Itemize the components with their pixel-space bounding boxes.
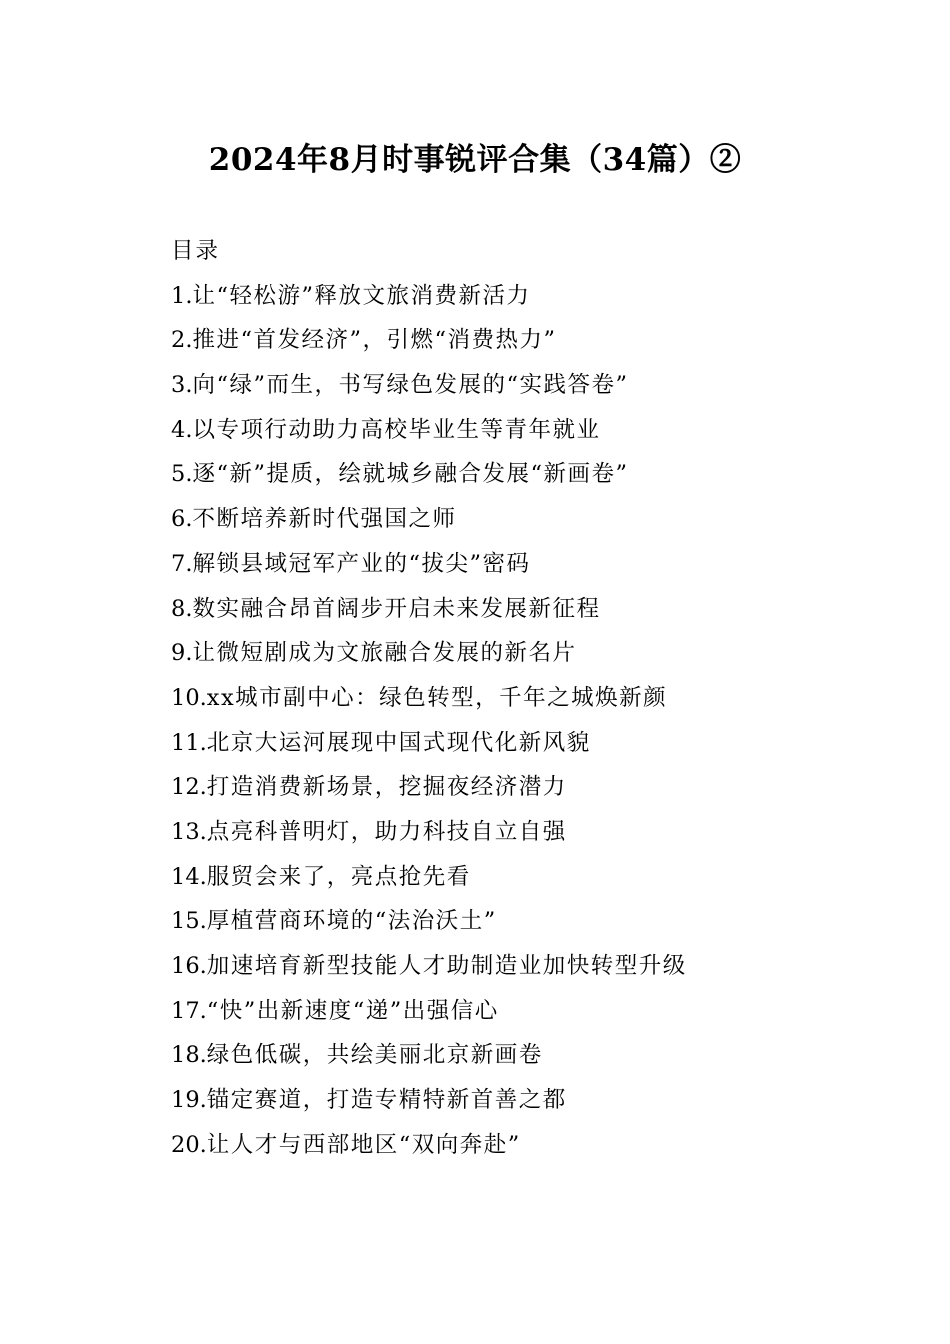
toc-item-title: 让微短剧成为文旅融合发展的新名片 [192, 640, 577, 667]
toc-item-number: 7. [171, 550, 193, 577]
toc-item[interactable] [171, 408, 891, 453]
toc-item[interactable] [171, 274, 891, 319]
toc-item-title: 锚定赛道，打造专精特新首善之都 [206, 1087, 567, 1114]
toc-item-title: 推进“首发经济”，引燃“消费热力” [192, 327, 557, 354]
toc-item-number: 13. [171, 818, 207, 845]
toc-item[interactable] [171, 318, 891, 363]
toc-item-title: 解锁县域冠军产业的“拔尖”密码 [192, 550, 531, 577]
toc-item-number: 9. [171, 640, 193, 667]
toc-item-title: 点亮科普明灯，助力科技自立自强 [206, 818, 567, 845]
toc-item[interactable] [171, 587, 891, 632]
toc-item-number: 16. [171, 953, 207, 979]
toc-item-title: 加速培育新型技能人才助制造业加快转型升级 [206, 953, 687, 979]
toc-item[interactable] [171, 363, 891, 408]
toc-item-title: 数实融合昂首阔步开启未来发展新征程 [192, 595, 601, 622]
toc-item-number: 8. [171, 595, 193, 622]
toc-item[interactable] [171, 1033, 891, 1078]
toc-item-title: 服贸会来了，亮点抢先看 [206, 863, 471, 890]
toc-item[interactable] [171, 765, 891, 810]
toc-item-title: 逐“新”提质，绘就城乡融合发展“新画卷” [192, 461, 629, 488]
toc-item-title: 北京大运河展现中国式现代化新风貌 [206, 729, 591, 756]
toc-item-number: 12. [171, 774, 207, 801]
toc-item-number: 14. [171, 863, 207, 890]
toc-item[interactable] [171, 1078, 891, 1123]
toc-item-number: 11. [171, 729, 207, 756]
toc-item[interactable] [171, 899, 891, 944]
toc-item-title: 不断培养新时代强国之师 [192, 506, 457, 533]
toc-item[interactable] [171, 497, 891, 542]
toc-item[interactable] [171, 631, 891, 676]
toc-item[interactable] [171, 676, 891, 721]
toc-item[interactable] [171, 855, 891, 900]
toc-item[interactable] [171, 944, 891, 989]
toc-item-title: 绿色低碳，共绘美丽北京新画卷 [206, 1042, 543, 1069]
toc-item[interactable] [171, 1123, 891, 1168]
toc-item[interactable] [171, 542, 891, 587]
toc-item-title: 让“轻松游”释放文旅消费新活力 [192, 282, 531, 309]
toc-item-number: 15. [171, 908, 207, 935]
toc-item-number: 10. [171, 684, 207, 711]
toc-item-title: 打造消费新场景，挖掘夜经济潜力 [206, 774, 567, 801]
toc-item[interactable] [171, 810, 891, 855]
toc-item-number: 1. [171, 282, 193, 309]
document-title: 2024年8月时事锐评合集（34篇）② [208, 142, 742, 178]
toc-item-number: 3. [171, 372, 193, 399]
toc-item-title: 以专项行动助力高校毕业生等青年就业 [192, 416, 601, 443]
toc-item-number: 4. [171, 416, 193, 443]
toc-heading: 目录 [171, 238, 221, 264]
table-of-contents [171, 229, 891, 1167]
toc-item-number: 6. [171, 506, 193, 533]
toc-item-title: 让人才与西部地区“双向奔赴” [206, 1131, 521, 1158]
toc-item-number: 2. [171, 327, 193, 354]
toc-item-number: 20. [171, 1131, 207, 1158]
toc-item-title: xx城市副中心：绿色转型，千年之城焕新颜 [206, 684, 668, 711]
toc-list [171, 274, 891, 1168]
toc-item-number: 19. [171, 1087, 207, 1114]
toc-item-title: “快”出新速度“递”出强信心 [206, 997, 499, 1024]
toc-item[interactable] [171, 721, 891, 766]
toc-item-number: 5. [171, 461, 193, 488]
toc-item-title: 向“绿”而生，书写绿色发展的“实践答卷” [192, 372, 629, 399]
toc-item[interactable] [171, 452, 891, 497]
toc-item[interactable] [171, 989, 891, 1034]
toc-item-number: 17. [171, 997, 207, 1024]
toc-item-title: 厚植营商环境的“法治沃土” [206, 908, 497, 935]
toc-item-number: 18. [171, 1042, 207, 1069]
